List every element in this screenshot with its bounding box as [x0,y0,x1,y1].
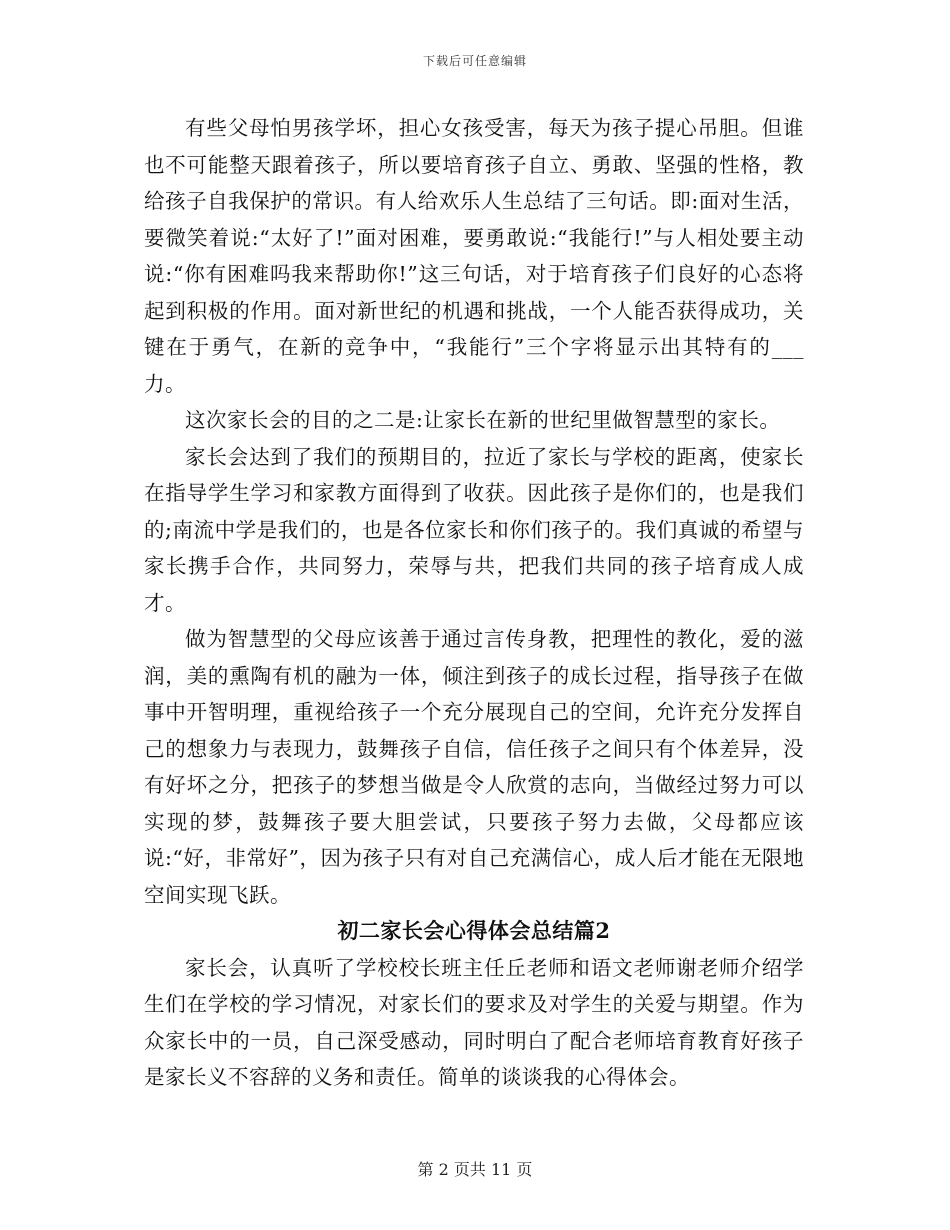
page-header: 下载后可任意编辑 [422,54,527,68]
paragraph-3: 家长会达到了我们的预期目的，拉近了家长与学校的距离，使家长在指导学生学习和家教方面得到了收获。因此孩子是你们的，也是我们的;南流中学是我们的，也是各位家长和你们孩子的。我们真诚的希望与家长携手合作，共同努力，荣辱与共，把我们共同的孩子培育成人成才。 [144,444,804,615]
document-body [144,110,804,1096]
paragraph-5: 家长会，认真听了学校校长班主任丘老师和语文老师谢老师介绍学生们在学校的学习情况，对家长们的要求及对学生的关爱与期望。作为众家长中的一员，自己深受感动，同时明白了配合老师培育教育好孩子是家长义不容辞的义务和责任。简单的谈谈我的心得体会。 [144,955,804,1089]
paragraph-2: 这次家长会的目的之二是:让家长在新的世纪里做智慧型的家长。 [185,408,781,432]
page-footer: 第 2 页共 11 页 [417,1160,533,1179]
section-heading: 初二家长会心得体会总结篇2 [337,918,611,943]
paragraph-1: 有些父母怕男孩学坏，担心女孩受害，每天为孩子提心吊胆。但谁也不可能整天跟着孩子，所以要培育孩子自立、勇敢、坚强的性格，教给孩子自我保护的常识。有人给欢乐人生总结了三句话。即:面对生活，要微笑着说:“太好了!”面对困难，要勇敢说:“我能行!”与人相处要主动说:“你有困难吗我来帮助你!”这三句话，对于培育孩子们良好的心态将起到积极的作用。面对新世纪的机遇和挑战，一个人能否获得成功，关键在于勇气，在新的竞争中，“我能行”三个字将显示出其特有的___力。 [144,116,804,396]
paragraph-4: 做为智慧型的父母应该善于通过言传身教，把理性的教化，爱的滋润，美的熏陶有机的融为一体，倾注到孩子的成长过程，指导孩子在做事中开智明理，重视给孩子一个充分展现自己的空间，允许充分发挥自己的想象力与表现力，鼓舞孩子自信，信任孩子之间只有个体差异，没有好坏之分，把孩子的梦想当做是令人欣赏的志向，当做经过努力可以实现的梦，鼓舞孩子要大胆尝试，只要孩子努力去做，父母都应该说:“好，非常好”，因为孩子只有对自己充满信心，成人后才能在无限地空间实现飞跃。 [144,627,804,907]
